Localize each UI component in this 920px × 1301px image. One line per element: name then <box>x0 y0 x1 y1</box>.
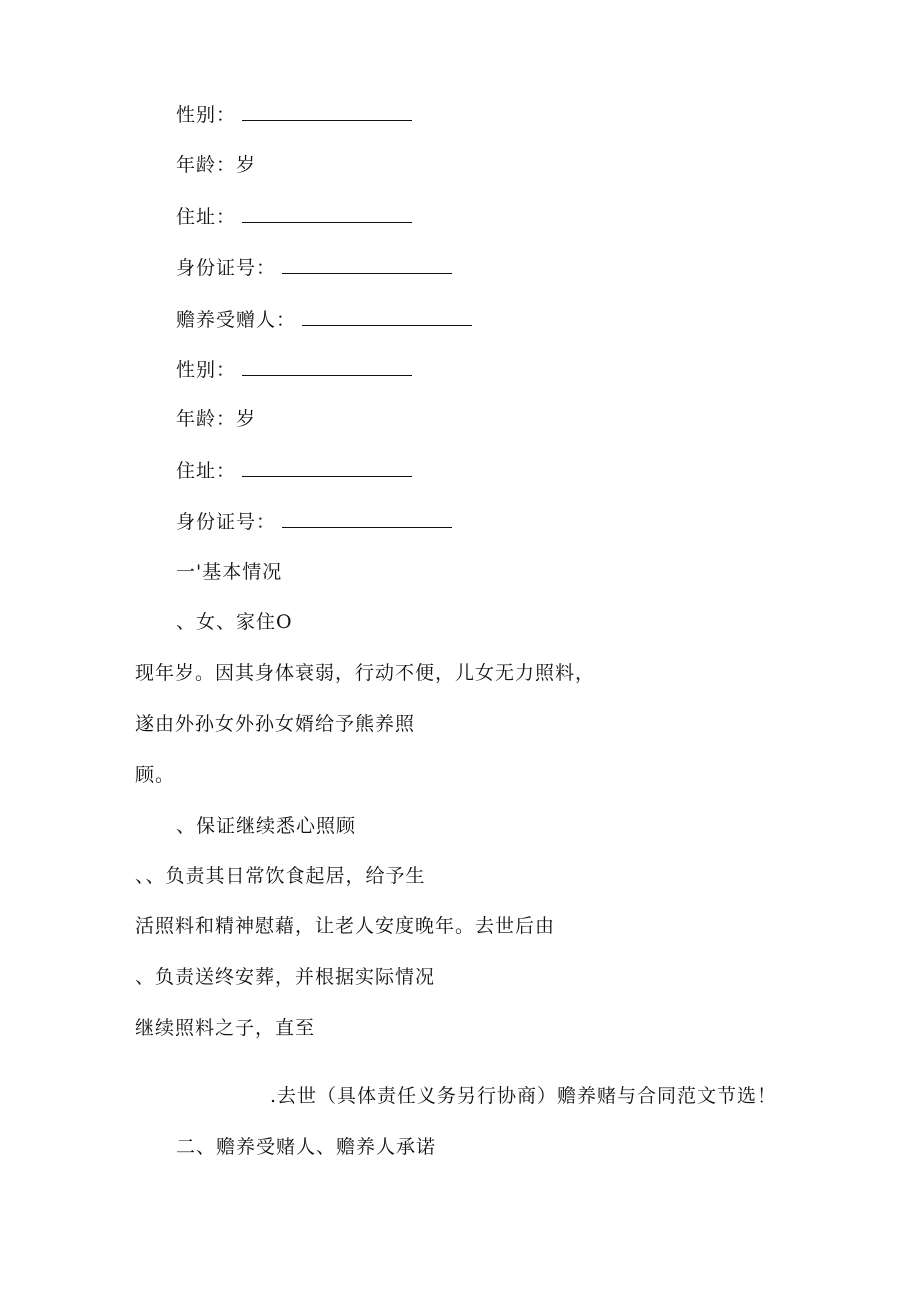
blank-line <box>242 458 412 477</box>
gender-label: 性别： <box>176 359 237 381</box>
body-line: 、保证继续悉心照顾 <box>176 815 357 837</box>
age-field-1 <box>176 153 256 177</box>
age-label: 年龄：岁 <box>176 408 257 430</box>
age-field-2 <box>176 407 256 431</box>
blank-line <box>302 307 472 326</box>
age-label: 年龄：岁 <box>176 154 257 176</box>
blank-line <box>242 102 412 121</box>
blank-line <box>282 509 452 528</box>
section1-heading: 一'基本情况 <box>176 561 283 583</box>
gender-field-2 <box>176 357 412 382</box>
id-field-1 <box>176 255 452 280</box>
body-line: 现年岁。因其身体衰弱，行动不便，儿女无力照料， <box>135 662 596 684</box>
body-line: 、负责送终安葬，并根据实际情况 <box>135 966 436 988</box>
gender-label: 性别： <box>176 104 237 126</box>
body-line: 活照料和精神慰藉，让老人安度晚年。去世后由 <box>135 915 556 937</box>
blank-line <box>242 357 412 376</box>
blank-line <box>242 204 412 223</box>
recipient-field <box>176 307 472 332</box>
address-field-2 <box>176 458 412 483</box>
id-label: 身份证号： <box>176 257 277 279</box>
section2-heading: 二、赡养受赌人、赡养人承诺 <box>176 1136 437 1158</box>
body-line: 遂由外孙女外孙女婿给予熊养照 <box>135 713 416 735</box>
address-label: 住址： <box>176 206 237 228</box>
recipient-label: 赡养受赠人： <box>176 309 297 331</box>
body-line: 、女、家住O <box>176 611 293 633</box>
gender-field-1 <box>176 102 412 127</box>
address-label: 住址： <box>176 460 237 482</box>
id-label: 身份证号： <box>176 511 277 533</box>
body-line: 继续照料之子，直至 <box>135 1017 316 1039</box>
blank-line <box>282 255 452 274</box>
body-line: 、、负责其日常饮食起居，给予生 <box>135 865 426 887</box>
body-line: .去世（具体责任义务另行协商）赡养赌与合同范文节选！ <box>270 1085 778 1107</box>
id-field-2 <box>176 509 452 534</box>
address-field-1 <box>176 204 412 229</box>
body-line: 顾。 <box>135 764 176 786</box>
